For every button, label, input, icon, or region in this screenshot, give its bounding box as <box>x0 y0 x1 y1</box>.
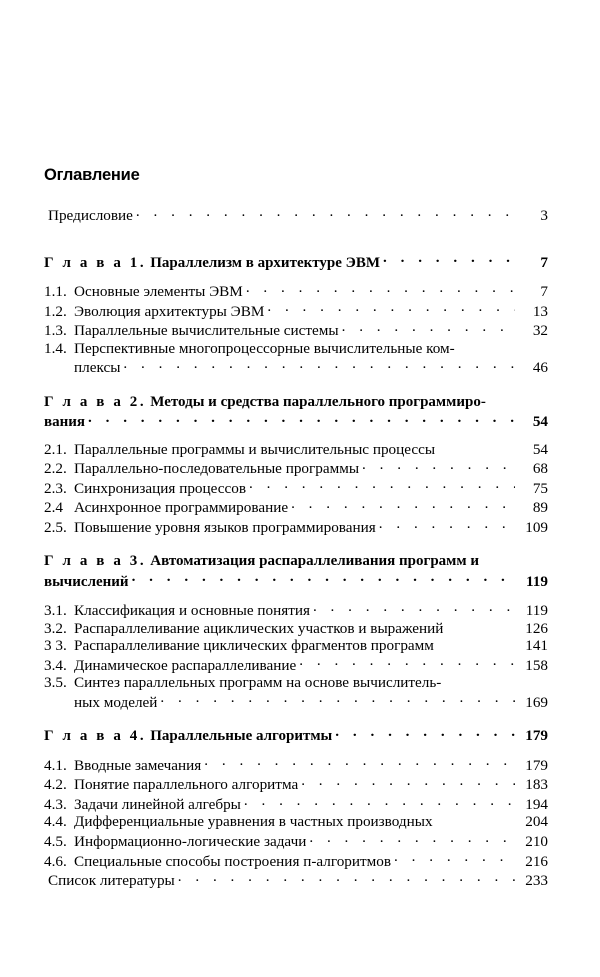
entry-title: Специальные способы построения п-алгоритмов <box>74 852 392 870</box>
chapter-title-continuation: вычислений <box>44 573 129 590</box>
page-number: 89 <box>532 499 548 517</box>
chapter-label: Г л а в а 2. <box>44 393 147 410</box>
entry-title: Синхронизация процессов <box>74 479 247 497</box>
toc-chapter-chapter-1[interactable] <box>44 252 548 272</box>
section-number: 2.1. <box>44 440 67 458</box>
entry-title: Распараллеливание циклических фрагментов программ <box>74 637 434 655</box>
entry-title: Эволюция архитектуры ЭВМ <box>74 302 265 320</box>
entry-title: Задачи линейной алгебры <box>74 795 241 813</box>
page-number: 109 <box>525 518 548 536</box>
entry-title: Параллельные вычислительные системы <box>74 322 339 340</box>
entry-title: Вводные замечания <box>74 756 202 774</box>
section-number: 3.5. <box>44 674 67 692</box>
toc-chapter-chapter-2[interactable] <box>44 391 548 432</box>
page-number: 179 <box>525 727 548 745</box>
toc-entry-section-2-1[interactable] <box>44 441 548 458</box>
page-number: 54 <box>532 413 548 431</box>
entry-title: Список литературы <box>48 872 175 890</box>
dot-leader <box>123 357 515 372</box>
dot-leader <box>136 205 515 220</box>
toc-entry-section-4-4[interactable] <box>44 813 548 830</box>
section-number: 1.1. <box>44 283 67 301</box>
toc-entry-section-1-1[interactable] <box>44 281 548 301</box>
dot-leader <box>379 517 515 532</box>
page-number: 183 <box>525 776 548 794</box>
page-number: 13 <box>532 302 548 320</box>
toc-entry-section-4-3[interactable] <box>44 794 548 814</box>
toc-entry-section-4-1[interactable] <box>44 755 548 775</box>
dot-leader <box>88 411 515 426</box>
section-number: 2.4 <box>44 499 63 517</box>
page-number: 141 <box>525 637 548 655</box>
page-number: 119 <box>526 572 548 590</box>
section-number: 1.4. <box>44 339 67 357</box>
entry-title-continuation: ных моделей <box>74 693 158 711</box>
entry-title: Перспективные многопроцессорные вычислительные ком- <box>74 339 455 357</box>
section-number: 2.3. <box>44 479 67 497</box>
spacer <box>44 225 548 238</box>
toc-entry-section-2-2[interactable] <box>44 458 548 478</box>
page-number: 233 <box>525 872 548 890</box>
toc-entry-section-2-4[interactable] <box>44 497 548 517</box>
page-number: 3 <box>540 207 548 225</box>
dot-leader <box>267 301 515 316</box>
page-title: Оглавление <box>44 166 140 184</box>
toc-entry-preface[interactable] <box>44 205 548 225</box>
toc-entry-section-1-3[interactable] <box>44 320 548 340</box>
chapter-label: Г л а в а 1. <box>44 254 147 271</box>
toc-entry-section-3-4[interactable] <box>44 655 548 675</box>
dot-leader <box>313 600 515 615</box>
entry-title: Синтез параллельных программ на основе вычислитель- <box>74 674 442 692</box>
section-number: 4.6. <box>44 852 67 870</box>
page-number: 68 <box>532 460 548 478</box>
toc-entry-section-3-3[interactable] <box>44 637 548 654</box>
dot-leader <box>249 478 515 493</box>
page-number: 119 <box>525 602 548 620</box>
toc-entry-section-4-2[interactable] <box>44 774 548 794</box>
chapter-title: Параллелизм в архитектуре ЭВМ <box>150 254 380 271</box>
entry-title: Дифференциальные уравнения в частных производных <box>74 813 433 831</box>
dot-leader <box>178 870 515 885</box>
page-number: 210 <box>525 832 548 850</box>
entry-title: Динамическое распараллеливание <box>74 656 297 674</box>
page-number: 7 <box>540 253 548 271</box>
toc-chapter-chapter-3[interactable] <box>44 550 548 591</box>
dot-leader <box>362 458 515 473</box>
toc-entry-section-4-5[interactable] <box>44 831 548 851</box>
dot-leader <box>204 755 515 770</box>
section-number: 3.4. <box>44 656 67 674</box>
page-number: 7 <box>540 283 548 301</box>
section-number: 3.2. <box>44 619 67 637</box>
section-number: 4.5. <box>44 832 67 850</box>
section-number: 4.4. <box>44 813 67 831</box>
page-number: 126 <box>525 619 548 637</box>
page-number: 32 <box>532 322 548 340</box>
page-number: 194 <box>525 795 548 813</box>
toc-entry-section-1-2[interactable] <box>44 301 548 321</box>
section-number: 3 3. <box>44 637 67 655</box>
toc-entry-section-4-6[interactable] <box>44 850 548 870</box>
section-number: 3.1. <box>44 602 67 620</box>
section-number: 4.1. <box>44 756 67 774</box>
toc-entry-section-2-5[interactable] <box>44 517 548 537</box>
toc-entry-section-3-2[interactable] <box>44 620 548 637</box>
dot-leader <box>291 497 515 512</box>
entry-title: Параллельные программы и вычислительныc процессы <box>74 440 436 458</box>
dot-leader <box>246 281 515 296</box>
section-number: 1.3. <box>44 322 67 340</box>
section-number: 2.5. <box>44 518 67 536</box>
dot-leader <box>335 725 515 740</box>
section-number: 2.2. <box>44 460 67 478</box>
dot-leader <box>132 571 515 586</box>
section-number: 1.2. <box>44 302 67 320</box>
dot-leader <box>394 850 515 865</box>
dot-leader <box>383 252 515 267</box>
entry-title: Информационно-логические задачи <box>74 832 307 850</box>
entry-title: Распараллеливание ациклических участков и выражений <box>74 619 444 637</box>
dot-leader <box>342 320 515 335</box>
page-number: 158 <box>525 656 548 674</box>
page-number: 75 <box>532 479 548 497</box>
spacer <box>44 890 548 903</box>
entry-title: Предисловие <box>48 207 133 225</box>
chapter-title: Методы и средства параллельного программиро- <box>150 393 486 410</box>
entry-title: Повышение уровня языков программирования <box>74 518 376 536</box>
section-number: 4.3. <box>44 795 67 813</box>
dot-leader <box>299 655 515 670</box>
toc-entry-section-3-5[interactable] <box>44 674 548 711</box>
chapter-label: Г л а в а 3. <box>44 553 147 570</box>
entry-title: Асинхронное программирование <box>74 499 289 517</box>
entry-title: Параллельно-последовательные программы <box>74 460 360 478</box>
page-number: 46 <box>532 359 548 377</box>
entry-title-continuation: плексы <box>74 359 121 377</box>
page-number: 169 <box>525 693 548 711</box>
toc-entry-bibliography[interactable] <box>44 870 548 890</box>
chapter-title: Параллельные алгоритмы <box>150 728 333 745</box>
section-number: 4.2. <box>44 776 67 794</box>
page-number: 54 <box>532 440 548 458</box>
dot-leader <box>301 774 515 789</box>
entry-title: Классификация и основные понятия <box>74 602 310 620</box>
toc-entry-section-3-1[interactable] <box>44 600 548 620</box>
dot-leader <box>160 692 515 707</box>
page-number: 204 <box>525 813 548 831</box>
chapter-label: Г л а в а 4. <box>44 728 147 745</box>
chapter-title-continuation: вания <box>44 414 86 431</box>
page-number: 179 <box>525 756 548 774</box>
page-number: 216 <box>525 852 548 870</box>
entry-title: Основные элементы ЭВМ <box>74 283 243 301</box>
table-of-contents <box>44 205 548 903</box>
toc-entry-section-2-3[interactable] <box>44 478 548 498</box>
toc-entry-section-1-4[interactable] <box>44 340 548 377</box>
chapter-title: Автоматизация распараллеливания программ и <box>150 553 480 570</box>
toc-chapter-chapter-4[interactable] <box>44 725 548 745</box>
entry-title: Понятие параллельного алгоритма <box>74 776 299 794</box>
dot-leader <box>244 794 515 809</box>
dot-leader <box>309 831 515 846</box>
